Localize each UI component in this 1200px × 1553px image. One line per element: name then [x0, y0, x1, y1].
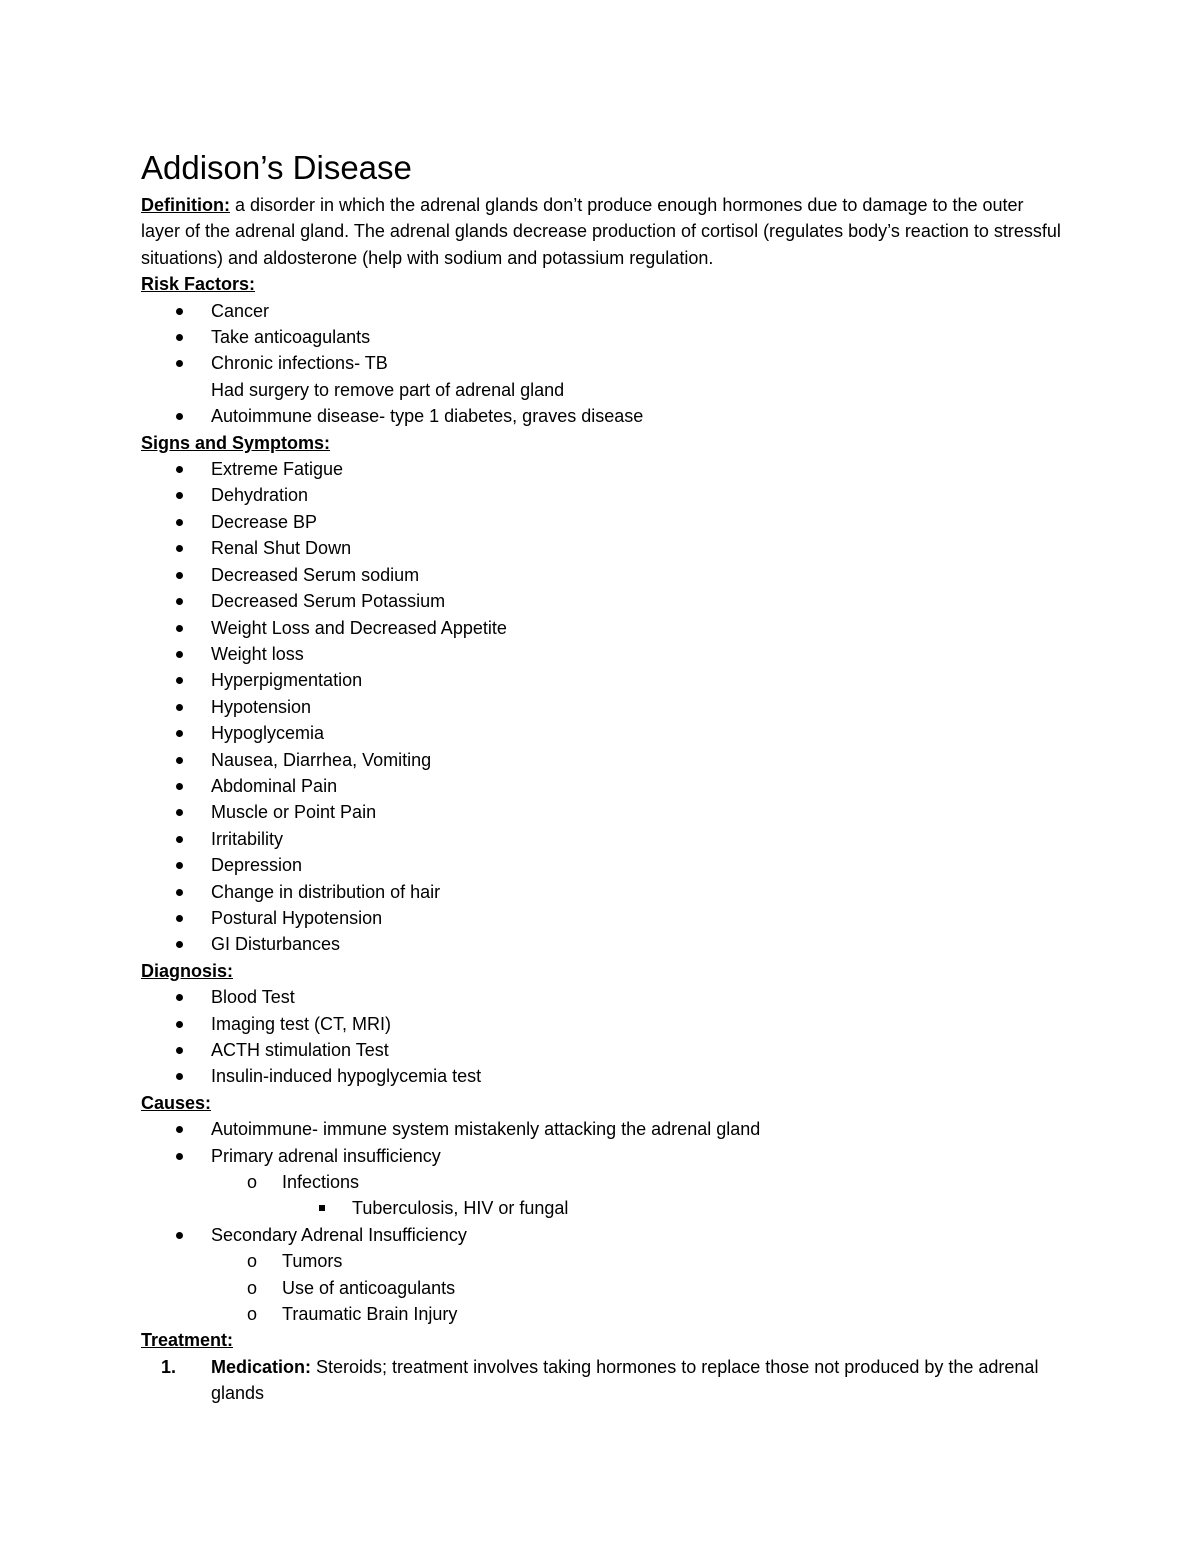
list-item: Decreased Serum Potassium — [141, 588, 1061, 614]
list-item: GI Disturbances — [141, 931, 1061, 957]
causes-list — [141, 1116, 1061, 1327]
bullet-icon — [176, 545, 183, 552]
list-item: Muscle or Point Pain — [141, 799, 1061, 825]
signs-symptoms-list — [141, 456, 1061, 958]
bullet-icon — [176, 625, 183, 632]
bullet-icon — [176, 889, 183, 896]
definition-label: Definition: — [141, 195, 230, 215]
bullet-icon — [176, 1126, 183, 1133]
bullet-icon — [176, 994, 183, 1001]
list-item: Renal Shut Down — [141, 535, 1061, 561]
list-item: Hypoglycemia — [141, 720, 1061, 746]
list-item: Insulin-induced hypoglycemia test — [141, 1063, 1061, 1089]
list-item: Weight Loss and Decreased Appetite — [141, 615, 1061, 641]
definition-paragraph — [141, 192, 1061, 271]
bullet-icon — [176, 334, 183, 341]
bullet-icon — [176, 677, 183, 684]
list-item: Primary adrenal insufficiency — [141, 1143, 1061, 1169]
treatment-lead: Medication: — [211, 1356, 312, 1377]
bullet-icon — [176, 836, 183, 843]
risk-factors-list — [141, 298, 1061, 430]
signs-symptoms-heading: Signs and Symptoms: — [141, 432, 331, 453]
list-item: Secondary Adrenal Insufficiency — [141, 1222, 1061, 1248]
bullet-icon — [176, 1021, 183, 1028]
list-item: Postural Hypotension — [141, 905, 1061, 931]
bullet-icon — [176, 572, 183, 579]
list-item: Extreme Fatigue — [141, 456, 1061, 482]
bullet-icon — [176, 862, 183, 869]
bullet-icon — [176, 1232, 183, 1239]
sub-list-item: o Tumors — [141, 1248, 1061, 1274]
list-item: Decreased Serum sodium — [141, 562, 1061, 588]
bullet-icon — [176, 492, 183, 499]
bullet-icon — [176, 757, 183, 764]
bullet-icon — [176, 915, 183, 922]
sub-list-item: o Use of anticoagulants — [141, 1275, 1061, 1301]
sub-list-item: o Traumatic Brain Injury — [141, 1301, 1061, 1327]
circle-bullet-icon: o — [247, 1172, 258, 1193]
list-item: Autoimmune- immune system mistakenly attacking the adrenal gland — [141, 1116, 1061, 1142]
list-item: Take anticoagulants — [141, 324, 1061, 350]
bullet-icon — [176, 1073, 183, 1080]
bullet-icon — [176, 809, 183, 816]
list-item: Hypotension — [141, 694, 1061, 720]
bullet-icon — [176, 730, 183, 737]
list-item: Decrease BP — [141, 509, 1061, 535]
list-item: Nausea, Diarrhea, Vomiting — [141, 747, 1061, 773]
list-item: Autoimmune disease- type 1 diabetes, graves disease — [141, 403, 1061, 429]
diagnosis-list — [141, 984, 1061, 1090]
treatment-heading: Treatment: — [141, 1330, 234, 1351]
circle-bullet-icon: o — [247, 1277, 258, 1298]
bullet-icon — [176, 1153, 183, 1160]
bullet-icon — [176, 783, 183, 790]
bullet-icon — [176, 413, 183, 420]
bullet-icon — [176, 941, 183, 948]
bullet-icon — [176, 519, 183, 526]
list-item: Imaging test (CT, MRI) — [141, 1011, 1061, 1037]
list-item: Cancer — [141, 298, 1061, 324]
bullet-icon — [176, 466, 183, 473]
sub-list-item: o Infections — [141, 1169, 1061, 1195]
square-bullet-icon — [319, 1205, 325, 1211]
causes-heading: Causes: — [141, 1092, 212, 1113]
list-item: Blood Test — [141, 984, 1061, 1010]
sub-sub-list-item: Tuberculosis, HIV or fungal — [141, 1195, 1061, 1221]
document-title: Addison’s Disease — [141, 149, 412, 186]
definition-text: a disorder in which the adrenal glands don’t produce enough hormones due to damage to the outer layer of the adrenal gland. The adrenal glands decrease production of cortisol (regulates body’s reaction to stressful situations) and aldosterone (help with sodium and potassium regulation. — [141, 195, 1061, 268]
circle-bullet-icon: o — [247, 1304, 258, 1325]
list-item: Chronic infections- TB — [141, 350, 1061, 376]
list-item: Dehydration — [141, 482, 1061, 508]
bullet-icon — [176, 360, 183, 367]
bullet-icon — [176, 598, 183, 605]
list-item: Hyperpigmentation — [141, 667, 1061, 693]
circle-bullet-icon: o — [247, 1251, 258, 1272]
list-item: Weight loss — [141, 641, 1061, 667]
list-item: Irritability — [141, 826, 1061, 852]
bullet-icon — [176, 704, 183, 711]
risk-factors-heading: Risk Factors: — [141, 274, 256, 295]
list-item: Had surgery to remove part of adrenal gland — [211, 379, 565, 400]
bullet-icon — [176, 651, 183, 658]
treatment-list — [141, 1354, 1061, 1407]
numbered-list-item — [141, 1354, 1061, 1407]
bullet-icon — [176, 308, 183, 315]
list-item: Abdominal Pain — [141, 773, 1061, 799]
treatment-text: Steroids; treatment involves taking hormones to replace those not produced by the adrenal glands — [211, 1356, 1039, 1404]
list-item: Depression — [141, 852, 1061, 878]
list-number: 1. — [161, 1356, 177, 1377]
diagnosis-heading: Diagnosis: — [141, 960, 234, 981]
bullet-icon — [176, 1047, 183, 1054]
list-item: ACTH stimulation Test — [141, 1037, 1061, 1063]
list-item: Change in distribution of hair — [141, 879, 1061, 905]
document-page — [141, 148, 1061, 1407]
